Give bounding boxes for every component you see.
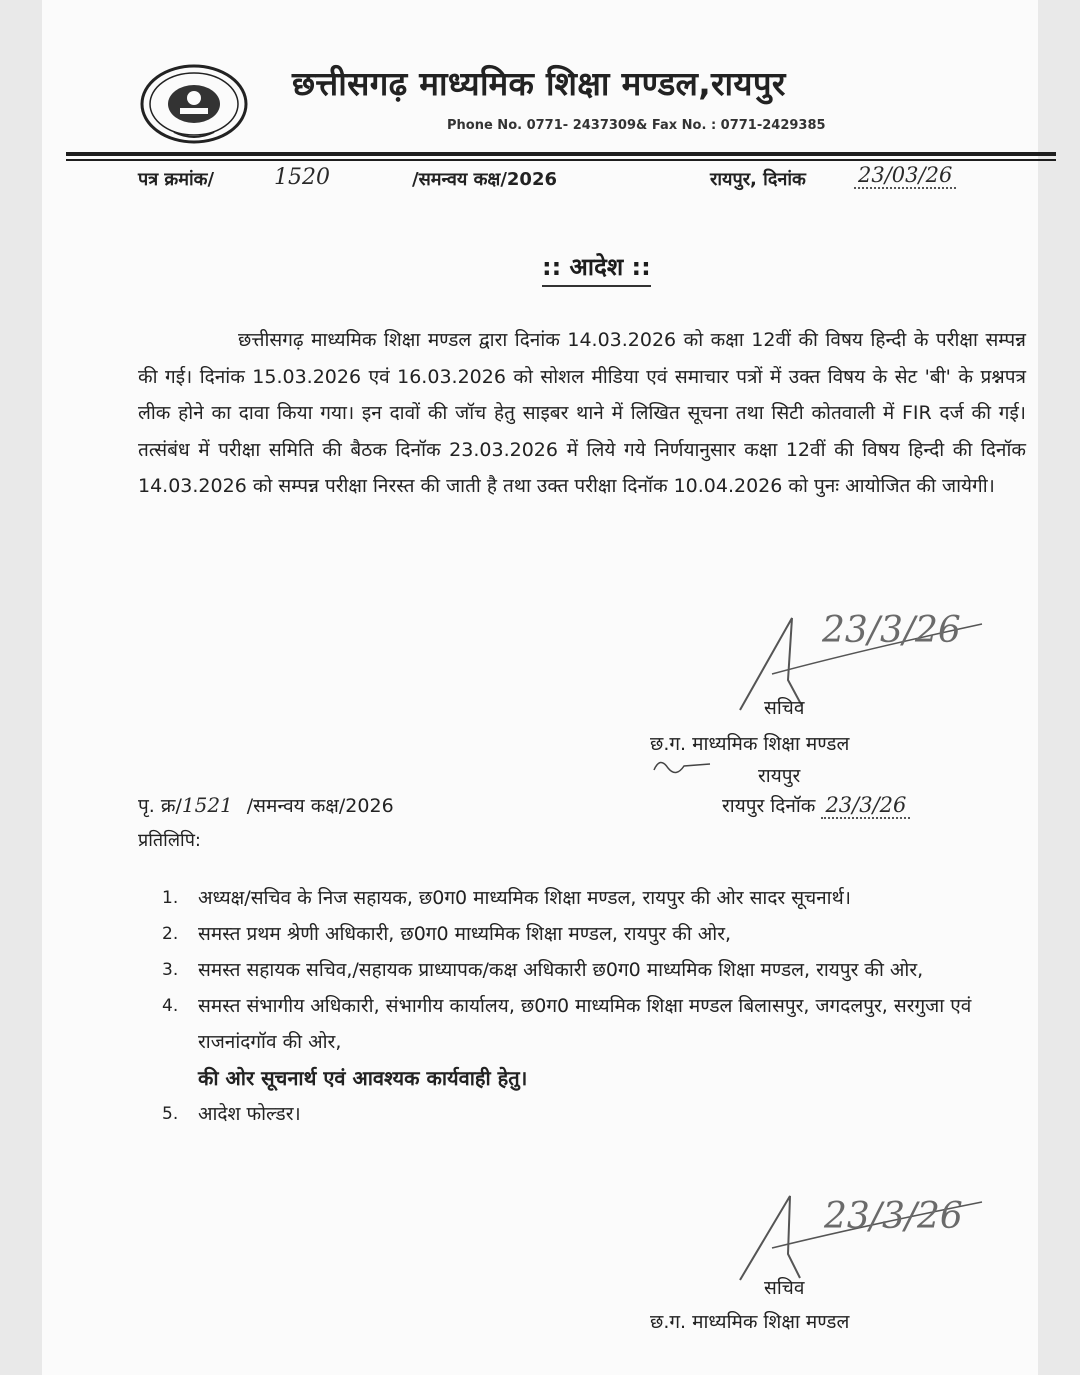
signature-2-date: 23/3/26 — [824, 1196, 963, 1237]
signature-1-date: 23/3/26 — [822, 610, 961, 651]
signatory-title-2: सचिव — [764, 1277, 805, 1299]
initial-scribble-icon — [650, 752, 720, 782]
signatory-title-1: सचिव — [764, 697, 805, 719]
letter-number: 1520 — [274, 165, 330, 190]
list-item: 5. आदेश फोल्डर। — [162, 1103, 301, 1125]
signatory-office-2: छ.ग. माध्यमिक शिक्षा मण्डल — [650, 1311, 850, 1333]
order-body: छत्तीसगढ़ माध्यमिक शिक्षा मण्डल द्वारा दिनांक 14.03.2026 को कक्षा 12वीं की विषय हिन्दी के परीक्षा सम्पन्न की गई। दिनांक 15.03.2026 एवं 16.03.2026 को सोशल मीडिया एवं समाचार पत्रों में उक्त विषय के सेट 'बी' के प्रश्नपत्र लीक होने का दावा किया गया। इन दावों की जॉच हेतु साइबर थाने में लिखित सूचना तथा सिटी कोतवाली में FIR दर्ज की गई। तत्संबंध में परीक्षा समिति की बैठक दिनॉक 23.03.2026 में लिये गये निर्णयानुसार कक्षा 12वीं की विषय हिन्दी की दिनॉक 14.03.2026 को सम्पन्न परीक्षा निरस्त की जाती है तथा उक्त परीक्षा दिनॉक 10.04.2026 को पुनः आयोजित की जायेगी। — [138, 329, 1026, 497]
document-page — [42, 0, 1038, 1375]
contact-numbers: Phone No. 0771- 2437309& Fax No. : 0771-2429385 — [447, 118, 826, 133]
letter-number-label: पत्र क्रमांक/ — [138, 169, 215, 190]
distribution-list — [162, 880, 1032, 1132]
copy-label: प्रतिलिपि: — [138, 830, 201, 851]
list-item: 2. समस्त प्रथम श्रेणी अधिकारी, छ0ग0 माध्यमिक शिक्षा मण्डल, रायपुर की ओर, — [162, 923, 732, 945]
signatory-city-1: रायपुर — [758, 765, 801, 787]
list-item: 1. अध्यक्ष/सचिव के निज सहायक, छ0ग0 माध्यमिक शिक्षा मण्डल, रायपुर की ओर सादर सूचनार्थ। — [162, 887, 851, 909]
closing-line: की ओर सूचनार्थ एवं आवश्यक कार्यवाही हेतु। — [198, 1066, 528, 1090]
order-heading: :: आदेश :: — [542, 250, 651, 287]
header-rule-thin — [66, 159, 1056, 161]
list-item: 3. समस्त सहायक सचिव,/सहायक प्राध्यापक/कक्ष अधिकारी छ0ग0 माध्यमिक शिक्षा मण्डल, रायपुर की ओर, — [162, 959, 924, 981]
copy-reference: पृ. क्र/1521 /समन्वय कक्ष/2026 — [138, 793, 394, 817]
signatory-office-1: छ.ग. माध्यमिक शिक्षा मण्डल — [650, 733, 850, 755]
board-seal-icon — [134, 62, 258, 144]
copy-date: रायपुर दिनॉक 23/3/26 — [722, 792, 910, 818]
letter-date: 23/03/26 — [854, 163, 956, 189]
date-label: रायपुर, दिनांक — [710, 169, 806, 190]
letter-number-suffix: /समन्वय कक्ष/2026 — [412, 169, 558, 190]
header-rule — [66, 152, 1056, 156]
organization-name: छत्तीसगढ़ माध्यमिक शिक्षा मण्डल,रायपुर — [292, 64, 786, 103]
list-item: 4. समस्त संभागीय अधिकारी, संभागीय कार्यालय, छ0ग0 माध्यमिक शिक्षा मण्डल बिलासपुर, जगदलपुर, सरगुजा एवं राजनांदगॉव की ओर, — [162, 995, 972, 1053]
